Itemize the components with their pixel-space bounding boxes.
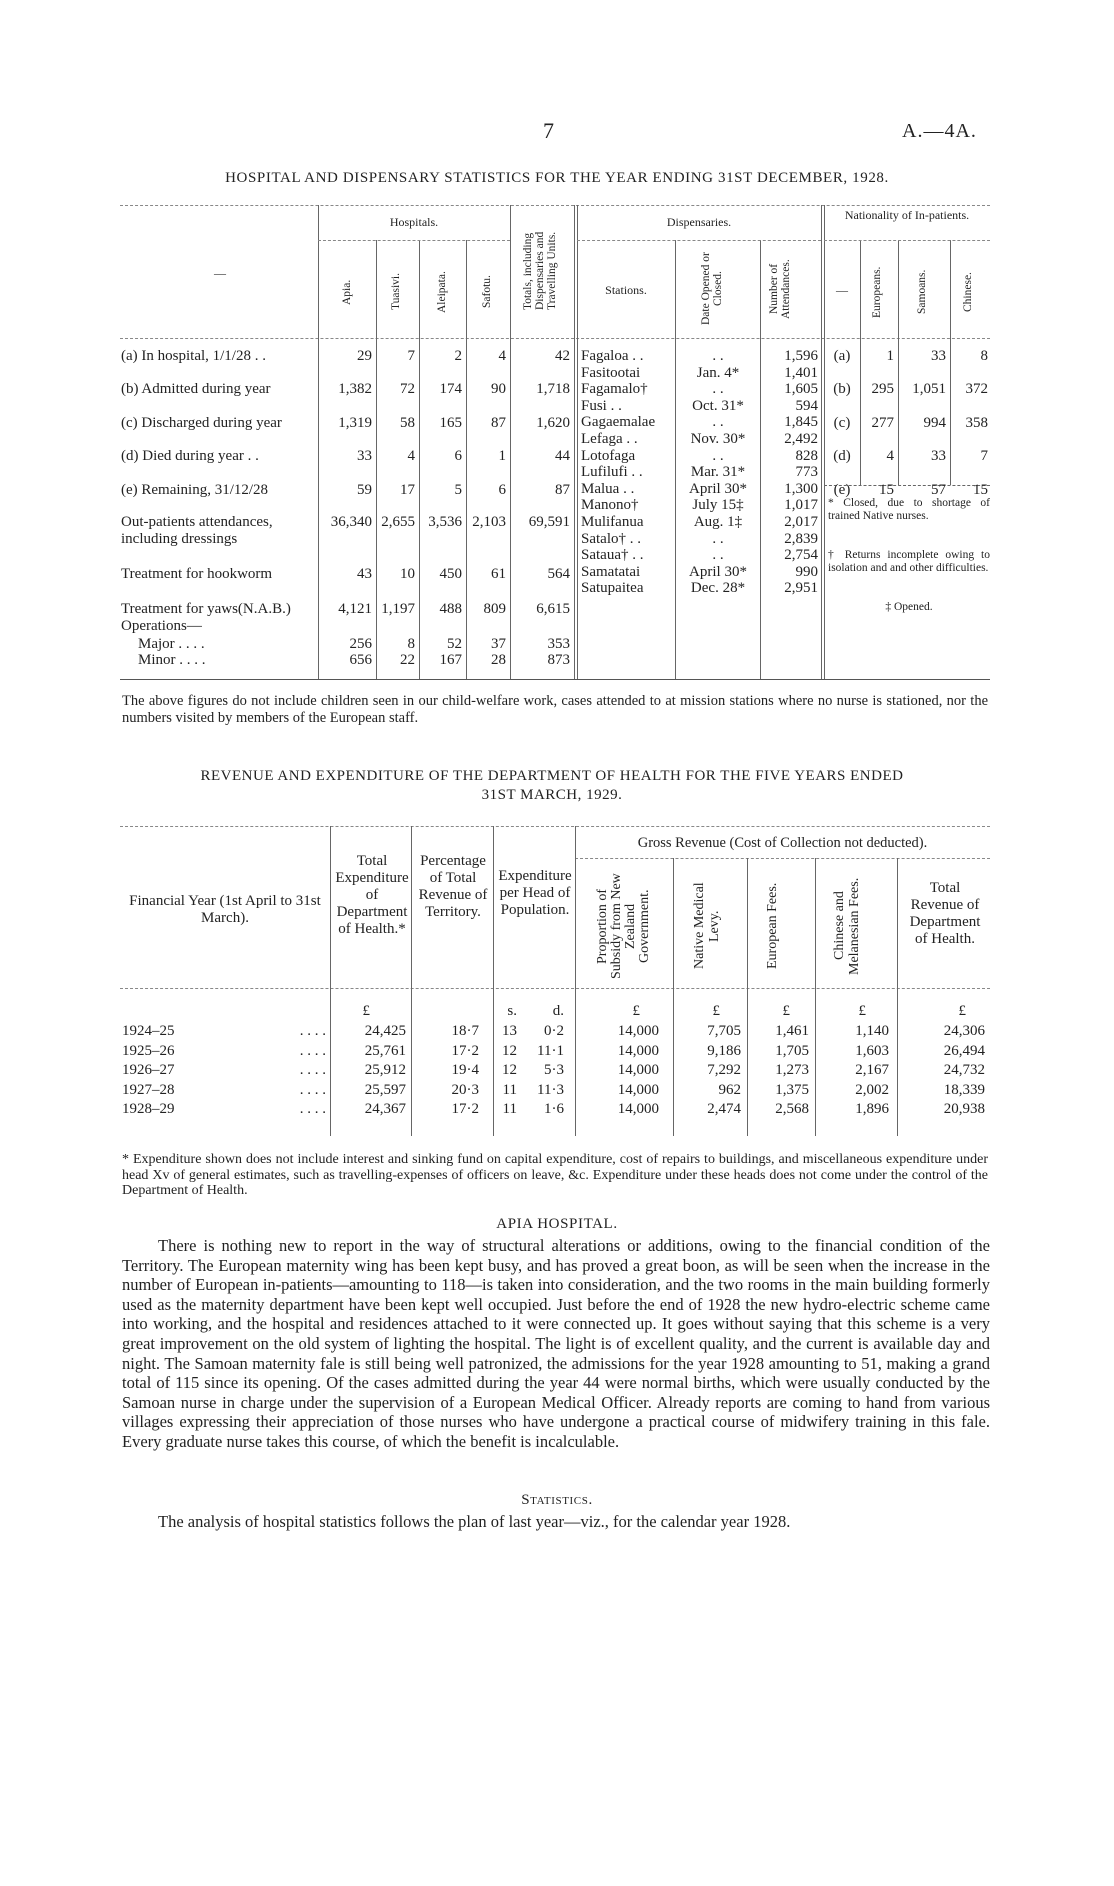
nat-samoans: 994: [923, 415, 946, 431]
station-attendances: 1,401: [784, 364, 818, 381]
col-stations: Stations.: [605, 283, 647, 297]
station-attendances: 1,605: [784, 381, 818, 398]
cell-pence: 11·3: [537, 1081, 564, 1098]
gross-revenue-rule: [575, 858, 990, 859]
row-label: Treatment for hookworm: [121, 566, 273, 582]
rule: [673, 858, 674, 1136]
station-name: Fagaloa . .: [581, 348, 644, 364]
row-label: (c) Discharged during year: [121, 415, 282, 431]
cell-subsidy: 14,000: [617, 1023, 659, 1039]
col-europeans: Europeans.: [871, 266, 883, 318]
table1-title: HOSPITAL AND DISPENSARY STATISTICS FOR THE YEAR ENDING 31ST DECEMBER, 1928.: [225, 170, 889, 186]
cell-total: 353: [547, 636, 570, 652]
nat-key: (b): [833, 381, 851, 397]
cell-safotu: 6: [498, 482, 506, 498]
station-date: . .: [712, 447, 724, 464]
nat-samoans: 1,051: [912, 381, 946, 397]
cell-tuasivi: 17: [400, 482, 415, 498]
nat-chinese: 372: [965, 381, 988, 397]
cell-shillings: 11: [502, 1101, 517, 1117]
table2-footnote: * Expenditure shown does not include interest and sinking fund on capital expenditure, cost of repairs to buildings, and miscellaneous expenditure under head Xv of general estimates, such as travelling-expenses of officers on leave, &c. Expenditure under these heads does not come under the control of the Department of Health.: [122, 1152, 988, 1198]
table2-title-line2: 31ST MARCH, 1929.: [481, 787, 623, 803]
rule: [493, 826, 494, 1136]
cell-safotu: 87: [491, 415, 506, 431]
row-label: (b) Admitted during year: [121, 381, 271, 397]
nat-samoans: 57: [931, 482, 946, 498]
station-name: Fagamalo†: [581, 381, 648, 398]
station-attendances: 990: [795, 563, 818, 580]
station-date: . .: [712, 348, 724, 364]
unit-subsidy: £: [632, 1003, 640, 1019]
cell-pct: 18·7: [451, 1023, 479, 1039]
row-label: (d) Died during year . .: [121, 448, 259, 464]
station-attendances: 1,300: [784, 480, 818, 497]
cell-apia: 43: [357, 566, 372, 582]
row-label: Major . . . .: [138, 636, 205, 652]
station-name: Malua . .: [581, 480, 635, 497]
cell-pence: 11·1: [537, 1042, 564, 1059]
station-attendances: 2,492: [784, 431, 818, 447]
station-name: Satupaitea: [581, 580, 644, 597]
cell-aleipata: 2: [454, 348, 462, 364]
note-closed: * Closed, due to shortage of trained Native nurses.: [828, 497, 990, 522]
col-european-fees: European Fees.: [765, 882, 780, 970]
nat-europeans: 15: [879, 482, 894, 498]
station-attendances: 2,839: [784, 530, 818, 547]
cell-total: 42: [555, 348, 570, 364]
station-date: Jan. 4*: [696, 364, 740, 381]
cell-shillings: 11: [502, 1081, 517, 1098]
unit-chinese: £: [858, 1003, 866, 1019]
cell-total: 87: [555, 482, 570, 498]
year-dots: . . . .: [299, 1101, 326, 1117]
table1-bottom-rule: [120, 679, 990, 680]
nat-chinese: 7: [980, 448, 988, 464]
cell-total: 6,615: [536, 601, 570, 617]
station-attendances: 828: [795, 447, 818, 464]
cell-safotu: 1: [498, 448, 506, 464]
cell-total: 873: [547, 652, 570, 668]
cell-aleipata: 52: [447, 636, 462, 652]
unit-total-exp: £: [362, 1003, 370, 1019]
cell-pct: 20·3: [451, 1081, 479, 1098]
cell-subsidy: 14,000: [617, 1042, 659, 1059]
statistics-heading: Statistics.: [521, 1492, 593, 1508]
cell-safotu: 809: [483, 601, 506, 617]
cell-apia: 29: [357, 348, 372, 364]
cell-chinese-fees: 1,140: [855, 1023, 889, 1039]
unit-total-rev: £: [958, 1003, 966, 1019]
cell-tuasivi: 1,197: [381, 601, 415, 617]
col-percentage: Percentage of Total Revenue of Territory.: [418, 853, 488, 920]
year-label: 1927–28: [122, 1081, 175, 1098]
year-dots: . . . .: [299, 1062, 326, 1078]
cell-apia: 36,340: [330, 514, 372, 530]
cell-subsidy: 14,000: [617, 1062, 659, 1078]
table1-footnote: The above figures do not include children seen in our child-welfare work, cases attended to at mission stations where no nurse is stationed, nor the numbers visited by members of the European staff.: [122, 693, 988, 726]
nat-key: (c): [833, 415, 851, 431]
nat-key: (a): [833, 348, 851, 364]
cell-aleipata: 6: [454, 448, 462, 464]
station-attendances: 1,845: [784, 414, 818, 431]
cell-tuasivi: 10: [400, 566, 415, 582]
cell-aleipata: 3,536: [428, 514, 462, 530]
cell-pence: 0·2: [544, 1023, 564, 1039]
nationality-group-header: Nationality of In-patients.: [844, 208, 970, 222]
rule: [575, 826, 576, 1136]
cell-total: 1,620: [536, 415, 570, 431]
station-attendances: 2,754: [784, 547, 818, 564]
totals-header: Totals, including Dispensaries and Travelling Units.: [522, 231, 558, 311]
nationality-group-rule: [824, 240, 990, 241]
station-attendances: 1,596: [784, 348, 818, 364]
cell-aleipata: 450: [439, 566, 462, 582]
col-subsidy: Proportion of Subsidy from New Zealand Government.: [595, 873, 652, 979]
col-safotu: Safotu.: [481, 275, 493, 309]
cell-total: 69,591: [528, 514, 570, 530]
cell-aleipata: 5: [454, 482, 462, 498]
rule: [821, 205, 822, 679]
station-name: Fasitootai: [581, 364, 641, 381]
cell-tuasivi: 4: [407, 448, 415, 464]
row-label: Treatment for yaws(N.A.B.): [121, 601, 291, 617]
rule: [760, 240, 761, 679]
col-per-head: Expenditure per Head of Population.: [498, 868, 572, 918]
hospitals-group-header: Hospitals.: [389, 215, 439, 229]
row-label: Out-patients attendances, including dressings: [121, 514, 273, 547]
nat-europeans: 277: [871, 415, 894, 431]
station-date: April 30*: [689, 563, 747, 580]
page-number: 7: [543, 118, 554, 143]
table2-title-line1: REVENUE AND EXPENDITURE OF THE DEPARTMENT OF HEALTH FOR THE FIVE YEARS ENDED: [200, 768, 904, 784]
dispensaries-group-header: Dispensaries.: [666, 215, 732, 229]
station-name: Fusi . .: [581, 397, 622, 414]
cell-safotu: 2,103: [472, 514, 506, 530]
cell-total-exp: 25,912: [364, 1062, 406, 1078]
nat-chinese: 8: [980, 348, 988, 364]
statistics-paragraph: The analysis of hospital statistics follows the plan of last year—viz., for the calendar year 1928.: [158, 1512, 791, 1531]
cell-tuasivi: 8: [407, 636, 415, 652]
cell-european-fees: 1,375: [775, 1081, 809, 1098]
station-attendances: 594: [795, 397, 818, 414]
cell-total-revenue: 18,339: [943, 1081, 985, 1098]
row-label: (e) Remaining, 31/12/28: [121, 482, 269, 498]
col-chinese: Chinese.: [962, 272, 974, 312]
station-attendances: 1,017: [784, 497, 818, 514]
col-native-levy: Native Medical Levy.: [692, 882, 722, 970]
year-dots: . . . .: [299, 1023, 326, 1039]
cell-apia: 59: [357, 482, 372, 498]
cell-subsidy: 14,000: [617, 1101, 659, 1117]
nat-europeans: 1: [886, 348, 894, 364]
col-total-expenditure: Total Expenditure of Department of Health.*: [335, 853, 409, 937]
rule: [747, 858, 748, 1136]
col-tuasivi: Tuasivi.: [390, 273, 402, 311]
cell-tuasivi: 72: [400, 381, 415, 397]
nat-europeans: 295: [871, 381, 894, 397]
cell-total-revenue: 24,732: [943, 1062, 985, 1078]
cell-total-exp: 24,425: [364, 1023, 406, 1039]
document-reference: A.—4A.: [902, 120, 977, 142]
station-date: . .: [712, 381, 724, 398]
cell-total-exp: 24,367: [364, 1101, 406, 1117]
cell-total-revenue: 26,494: [943, 1042, 985, 1059]
year-label: 1928–29: [122, 1101, 175, 1117]
cell-european-fees: 1,461: [775, 1023, 809, 1039]
rule: [574, 205, 575, 679]
station-name: Manono†: [581, 497, 639, 514]
station-date: . .: [712, 414, 724, 431]
cell-european-fees: 1,273: [775, 1062, 809, 1078]
station-attendances: 773: [795, 464, 818, 481]
cell-total-exp: 25,597: [364, 1081, 406, 1098]
cell-total-revenue: 24,306: [943, 1023, 985, 1039]
cell-apia: 656: [349, 652, 372, 668]
cell-total-exp: 25,761: [364, 1042, 406, 1059]
nat-chinese: 15: [973, 482, 988, 498]
year-label: 1926–27: [122, 1062, 175, 1078]
cell-pence: 5·3: [544, 1062, 564, 1078]
cell-pct: 17·2: [451, 1101, 479, 1117]
year-label: 1924–25: [122, 1023, 175, 1039]
cell-native-levy: 9,186: [707, 1042, 741, 1059]
cell-apia: 1,382: [338, 381, 372, 397]
row-label: Minor . . . .: [138, 652, 206, 668]
apia-hospital-heading: APIA HOSPITAL.: [496, 1216, 618, 1232]
cell-subsidy: 14,000: [617, 1081, 659, 1098]
station-date: Mar. 31*: [690, 464, 746, 481]
cell-native-levy: 962: [718, 1081, 741, 1098]
nat-key: (e): [833, 482, 851, 498]
col-aleipata: Aleipata.: [436, 271, 448, 313]
cell-chinese-fees: 2,002: [855, 1081, 889, 1098]
unit-native: £: [712, 1003, 720, 1019]
cell-safotu: 61: [491, 566, 506, 582]
cell-total: 44: [555, 448, 570, 464]
year-dots: . . . .: [299, 1081, 326, 1098]
cell-aleipata: 165: [439, 415, 462, 431]
station-date: Aug. 1‡: [693, 514, 743, 530]
cell-shillings: 12: [502, 1042, 517, 1059]
station-date: . .: [712, 530, 724, 547]
cell-apia: 4,121: [338, 601, 372, 617]
station-name: Lotofaga: [581, 447, 636, 464]
cell-shillings: 13: [502, 1023, 517, 1039]
cell-apia: 1,319: [338, 415, 372, 431]
station-name: Satalo† . .: [581, 530, 641, 547]
cell-pence: 1·6: [544, 1101, 564, 1117]
cell-total: 1,718: [536, 381, 570, 397]
cell-tuasivi: 2,655: [381, 514, 415, 530]
cell-total: 564: [547, 566, 570, 582]
station-name: Lufilufi . .: [581, 464, 643, 481]
cell-safotu: 4: [498, 348, 506, 364]
station-name: Lefaga . .: [581, 431, 638, 447]
cell-tuasivi: 7: [407, 348, 415, 364]
cell-native-levy: 2,474: [707, 1101, 741, 1117]
stub-header: —: [214, 266, 226, 280]
cell-pct: 19·4: [451, 1062, 479, 1078]
rule: [411, 826, 412, 1136]
station-name: Mulifanua: [581, 514, 644, 530]
station-date: Oct. 31*: [692, 397, 744, 414]
station-date: . .: [712, 547, 724, 564]
cell-chinese-fees: 1,896: [855, 1101, 889, 1117]
cell-aleipata: 167: [439, 652, 462, 668]
row-label: (a) In hospital, 1/1/28 . .: [121, 348, 266, 364]
nat-europeans: 4: [886, 448, 894, 464]
col-financial-year: Financial Year (1st April to 31st March).: [129, 893, 321, 926]
rule: [897, 858, 898, 1136]
station-attendances: 2,951: [784, 580, 818, 597]
cell-safotu: 37: [491, 636, 506, 652]
rule: [675, 240, 676, 679]
rule: [815, 858, 816, 1136]
nat-samoans: 33: [931, 448, 946, 464]
station-name: Gagaemalae: [581, 414, 656, 431]
station-date: April 30*: [689, 480, 747, 497]
col-attendances: Number of Attendances.: [768, 259, 792, 319]
cell-safotu: 90: [491, 381, 506, 397]
col-chinese-fees: Chinese and Melanesian Fees.: [832, 877, 862, 975]
unit-s: s.: [507, 1003, 517, 1019]
cell-aleipata: 174: [439, 381, 462, 397]
rule: [577, 205, 578, 679]
station-date: July 15‡: [692, 497, 744, 514]
nat-key: (d): [833, 448, 851, 464]
col-total-revenue: Total Revenue of Department of Health.: [909, 880, 981, 947]
row-label: Operations—: [121, 618, 202, 634]
rule: [824, 205, 825, 679]
cell-chinese-fees: 2,167: [855, 1062, 889, 1078]
cell-safotu: 28: [491, 652, 506, 668]
cell-european-fees: 2,568: [775, 1101, 809, 1117]
note-opened: ‡ Opened.: [885, 601, 933, 613]
cell-chinese-fees: 1,603: [855, 1042, 889, 1059]
cell-native-levy: 7,292: [707, 1062, 741, 1078]
nat-samoans: 33: [931, 348, 946, 364]
col-date-opened: Date Opened or Closed.: [700, 252, 724, 326]
station-name: Samatatai: [581, 563, 641, 580]
col-nat-key: —: [836, 283, 848, 297]
station-date: Nov. 30*: [690, 431, 746, 447]
rule: [330, 826, 331, 1136]
cell-shillings: 12: [502, 1062, 517, 1078]
dispensaries-group-rule: [577, 240, 821, 241]
cell-pct: 17·2: [451, 1042, 479, 1059]
unit-european: £: [782, 1003, 790, 1019]
col-apia: Apia.: [341, 279, 353, 305]
table2-header-rule: [120, 988, 990, 989]
col-samoans: Samoans.: [916, 269, 928, 315]
hospitals-group-rule: [318, 240, 510, 241]
year-label: 1925–26: [122, 1042, 175, 1059]
unit-d: d.: [552, 1003, 564, 1019]
year-dots: . . . .: [299, 1042, 326, 1059]
station-name: Sataua† . .: [581, 547, 644, 564]
gross-revenue-header: Gross Revenue (Cost of Collection not deducted).: [637, 835, 928, 851]
table2-top-rule: [120, 826, 990, 827]
cell-apia: 33: [357, 448, 372, 464]
cell-tuasivi: 22: [400, 652, 415, 668]
station-attendances: 2,017: [784, 514, 818, 530]
apia-hospital-paragraph: There is nothing new to report in the way of structural alterations or additions, owing to the financial condition of the Territory. The European maternity wing has been kept busy, and has proved a great boon, as will be seen when the increase in the number of European in-patients—amounting to 118—is taken into consideration, and the two rooms in the main building formerly used as the maternity department have been kept well occupied. Just before the end of 1928 the new hydro-electric scheme came into working, and the hospital and residences attached to it were connected up. It goes without saying that this scheme is a very great improvement on the old system of lighting the hospital. The light is of excellent quality, and the current is available day and night. The Samoan maternity fale is still being well patronized, the admissions for the year 1928 amounting to 51, making a grand total of 115 since its opening. Of the cases admitted during the year 44 were normal births, which were usually conducted by the Samoan nurse in charge under the supervision of a European Medical Officer. Already reports are coming to hand from various villages expressing their appreciation of those nurses who have undergone a practical course of midwifery training in this fale. Every graduate nurse takes this course, of which the benefit is incalculable.: [122, 1236, 990, 1451]
station-date: Dec. 28*: [690, 580, 746, 597]
cell-total-revenue: 20,938: [943, 1101, 985, 1117]
table1-top-rule: [120, 205, 990, 206]
cell-native-levy: 7,705: [707, 1023, 741, 1039]
cell-aleipata: 488: [439, 601, 462, 617]
note-returns: † Returns incomplete owing to isolation and and other difficulties.: [828, 549, 990, 574]
nat-chinese: 358: [965, 415, 988, 431]
cell-tuasivi: 58: [400, 415, 415, 431]
cell-apia: 256: [349, 636, 372, 652]
cell-european-fees: 1,705: [775, 1042, 809, 1059]
